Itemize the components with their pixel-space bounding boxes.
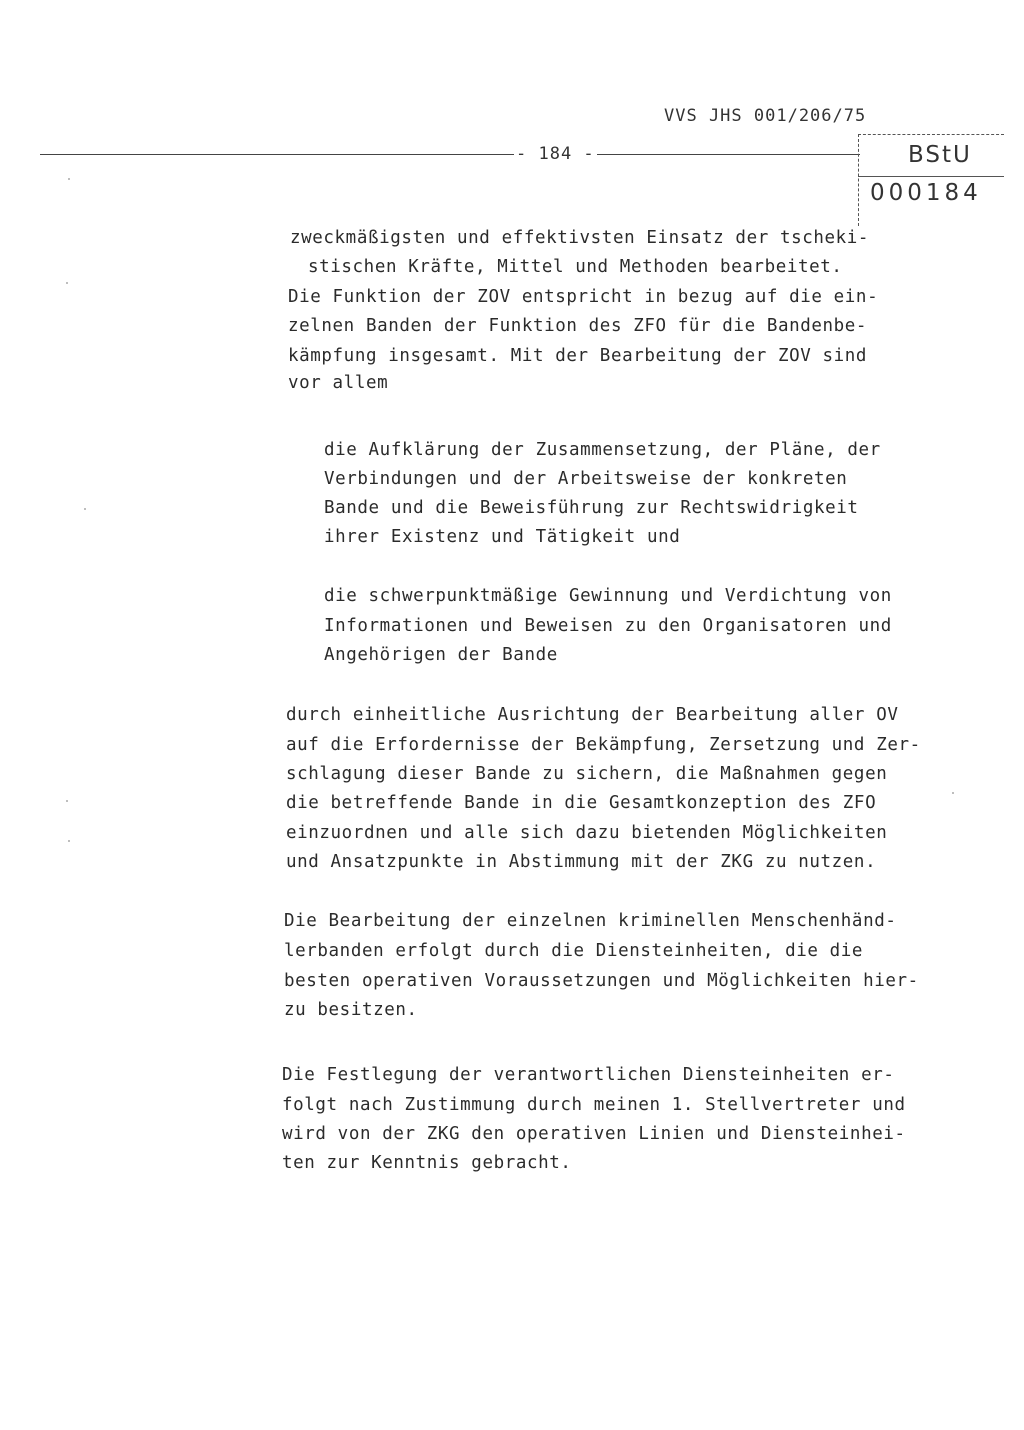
text-line: die schwerpunktmäßige Gewinnung und Verdichtung von: [324, 586, 892, 606]
scan-speck: [68, 840, 70, 842]
scan-speck: [952, 792, 954, 794]
text-line: ten zur Kenntnis gebracht.: [282, 1153, 572, 1173]
text-line: Verbindungen und der Arbeitsweise der konkreten: [324, 469, 848, 489]
archive-stamp: [858, 134, 1004, 226]
text-line: kämpfung insgesamt. Mit der Bearbeitung der ZOV sind: [288, 346, 868, 366]
document-reference: VVS JHS 001/206/75: [664, 106, 867, 126]
stamp-number: 000184: [870, 180, 982, 206]
stamp-top-border: [858, 134, 1004, 135]
text-line: Angehörigen der Bande: [324, 645, 558, 665]
text-line: stischen Kräfte, Mittel und Methoden bearbeitet.: [308, 257, 843, 277]
text-line: schlagung dieser Bande zu sichern, die Maßnahmen gegen: [286, 764, 888, 784]
stamp-label: BStU: [908, 142, 972, 168]
text-line: die Aufklärung der Zusammensetzung, der Pläne, der: [324, 440, 881, 460]
text-line: auf die Erfordernisse der Bekämpfung, Zersetzung und Zer-: [286, 735, 921, 755]
text-line: besten operativen Voraussetzungen und Möglichkeiten hier-: [284, 971, 919, 991]
scan-speck: [66, 800, 68, 802]
text-line: vor allem: [288, 373, 389, 393]
text-line: Die Funktion der ZOV entspricht in bezug auf die ein-: [288, 287, 879, 307]
text-line: zelnen Banden der Funktion des ZFO für die Bandenbe-: [288, 316, 868, 336]
scan-speck: [84, 508, 86, 510]
stamp-divider: [858, 176, 1004, 177]
text-line: zu besitzen.: [284, 1000, 418, 1020]
scan-speck: [68, 178, 70, 180]
text-line: Die Bearbeitung der einzelnen kriminellen Menschenhänd-: [284, 911, 897, 931]
text-line: zweckmäßigsten und effektivsten Einsatz der tscheki-: [290, 228, 870, 248]
text-line: ihrer Existenz und Tätigkeit und: [324, 527, 681, 547]
text-line: durch einheitliche Ausrichtung der Bearbeitung aller OV: [286, 705, 899, 725]
text-line: einzuordnen und alle sich dazu bietenden Möglichkeiten: [286, 823, 888, 843]
page-number: - 184 -: [516, 144, 595, 164]
text-line: lerbanden erfolgt durch die Diensteinheiten, die die: [284, 941, 864, 961]
text-line: Bande und die Beweisführung zur Rechtswidrigkeit: [324, 498, 859, 518]
scan-speck: [66, 282, 68, 284]
text-line: und Ansatzpunkte in Abstimmung mit der ZKG zu nutzen.: [286, 852, 877, 872]
text-line: Die Festlegung der verantwortlichen Diensteinheiten er-: [282, 1065, 895, 1085]
text-line: die betreffende Bande in die Gesamtkonzeption des ZFO: [286, 793, 877, 813]
text-line: folgt nach Zustimmung durch meinen 1. Stellvertreter und: [282, 1095, 906, 1115]
stamp-left-border: [858, 134, 859, 226]
header-rule: [40, 154, 860, 155]
text-line: Informationen und Beweisen zu den Organisatoren und: [324, 616, 892, 636]
text-line: wird von der ZKG den operativen Linien und Diensteinhei-: [282, 1124, 906, 1144]
